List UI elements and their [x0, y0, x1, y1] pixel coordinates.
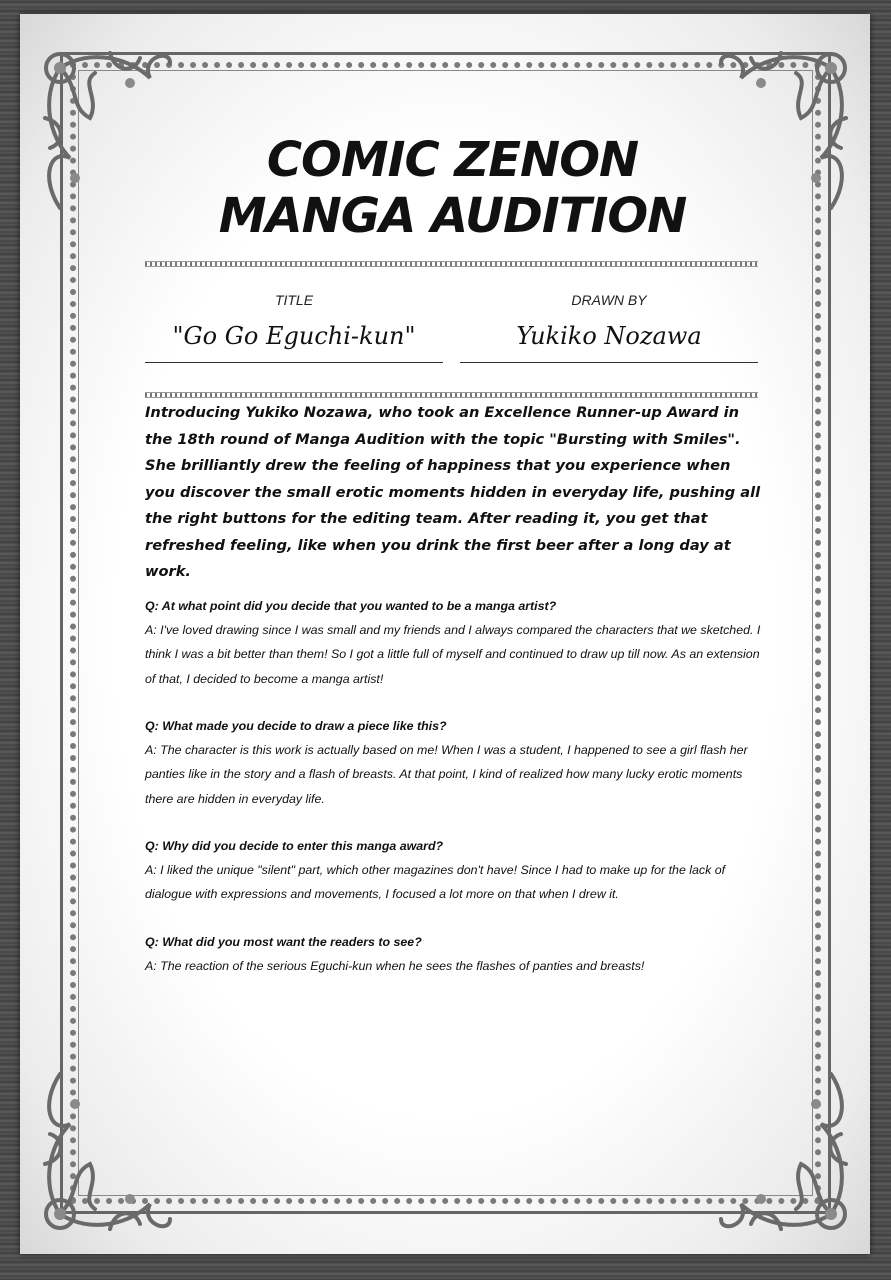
artist-name-value: Yukiko Nozawa: [460, 322, 758, 363]
chain-divider: [145, 261, 758, 267]
flourish-corner-icon: [711, 1054, 871, 1254]
question-text: Q: Why did you decide to enter this manga award?: [145, 839, 444, 853]
qa-block: [145, 594, 761, 691]
page-title-line2: MANGA AUDITION: [218, 188, 687, 244]
qa-block: [145, 834, 761, 907]
work-title-value: "Go Go Eguchi-kun": [145, 322, 443, 363]
chain-divider: [145, 392, 758, 398]
qa-block: [145, 714, 761, 811]
answer-text: A: I liked the unique "silent" part, which other magazines don't have! Since I had to make up for the lack of dialogue with expressions and movements, I focused a lot more on that when I drew it.: [145, 863, 726, 902]
title-label: TITLE: [274, 292, 314, 308]
question-text: Q: What did you most want the readers to see?: [145, 935, 422, 949]
answer-text: A: The character is this work is actually based on me! When I was a student, I happened to see a girl flash her panties like in the story and a flash of breasts. At that point, I kind of realized how many lucky erotic moments there are hidden in everyday life.: [145, 743, 748, 806]
flourish-corner-icon: [20, 1054, 180, 1254]
qa-block: [145, 930, 761, 978]
answer-text: A: I've loved drawing since I was small and my friends and I always compared the characters that we sketched. I think I was a bit better than them! So I got a little full of myself and continued to draw up till now. As an extension of that, I decided to become a manga artist!: [145, 623, 761, 686]
intro-paragraph: Introducing Yukiko Nozawa, who took an Excellence Runner-up Award in the 18th round of Manga Audition with the topic "Bursting with Smiles". She brilliantly drew the feeling of happiness that you experience when you discover the small erotic moments hidden in everyday life, pushing all the right buttons for the editing team. After reading it, you get that refreshed feeling, like when you drink the first beer after a long day at work.: [145, 404, 761, 580]
answer-text: A: The reaction of the serious Eguchi-kun when he sees the flashes of panties and breasts!: [145, 959, 645, 973]
drawn-by-label: DRAWN BY: [571, 292, 647, 308]
page-title-line1: COMIC ZENON: [266, 132, 639, 188]
question-text: Q: At what point did you decide that you wanted to be a manga artist?: [145, 599, 557, 613]
question-text: Q: What made you decide to draw a piece like this?: [145, 719, 447, 733]
page-title: [145, 132, 760, 244]
